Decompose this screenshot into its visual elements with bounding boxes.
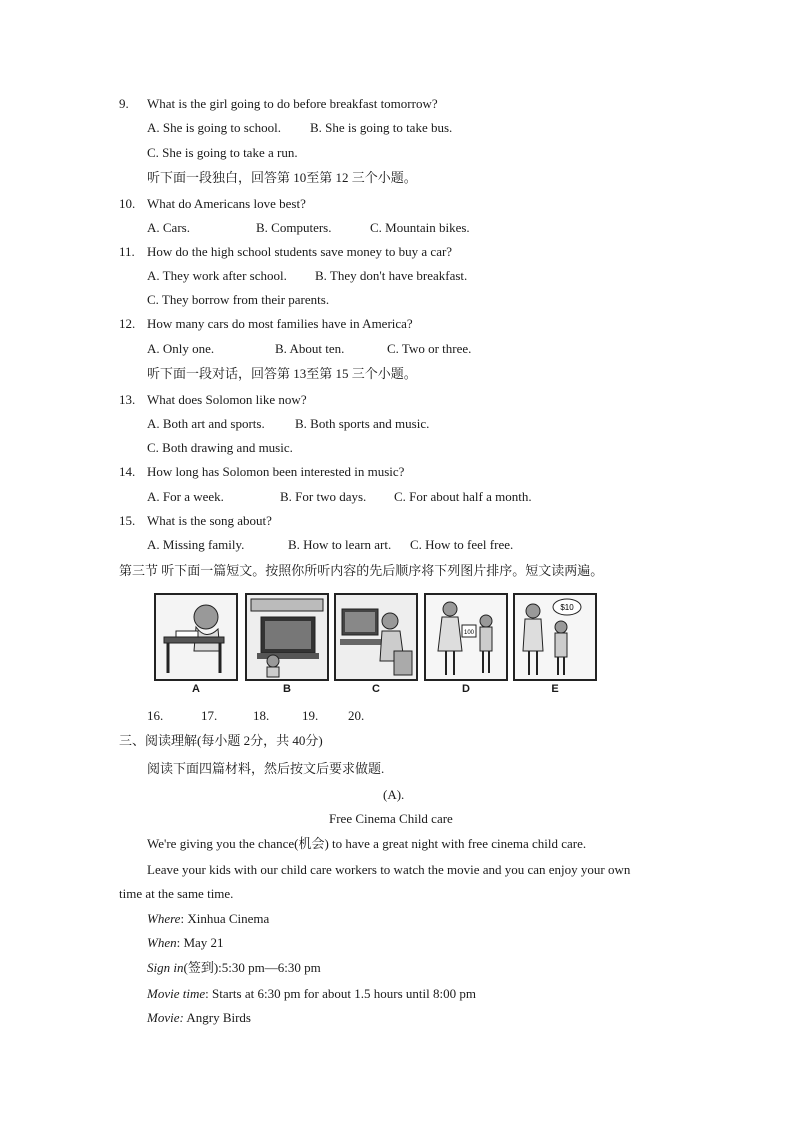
movie-time-label: Movie time — [147, 986, 206, 1001]
movie-value: Angry Birds — [183, 1010, 251, 1025]
section-heading: 第三节 听下面一篇短文。按照你所听内容的先后顺序将下列图片排序。短文读两遍。 — [119, 563, 604, 578]
option-a: A. Only one. — [147, 341, 215, 356]
question-stem: What do Americans love best? — [147, 196, 306, 211]
info-where — [147, 911, 269, 927]
price-text: $10 — [560, 603, 574, 612]
info-signin — [147, 960, 321, 976]
option-b: B. Computers. — [256, 220, 332, 235]
option-c: C. They borrow from their parents. — [147, 292, 330, 307]
question-number: 14. — [119, 464, 136, 479]
option-b: B. For two days. — [280, 489, 367, 504]
question-stem: What is the girl going to do before breakfast tomorrow? — [147, 96, 438, 111]
girl-at-desk-icon — [154, 593, 238, 681]
answer-blank[interactable]: 18. — [253, 708, 270, 723]
instruction-text: 听下面一段独白，回答第 10至第 12 三个小题。 — [147, 170, 417, 185]
passage-title: Free Cinema Child care — [329, 811, 453, 826]
option-a: A. Both art and sports. — [147, 416, 265, 431]
info-when — [147, 935, 224, 951]
where-value: : Xinhua Cinema — [180, 911, 270, 926]
info-movie-time — [147, 986, 476, 1002]
when-label: When — [147, 935, 177, 950]
question-stem: How do the high school students save money to buy a car? — [147, 244, 453, 259]
option-b: B. Both sports and music. — [295, 416, 430, 431]
answer-blank[interactable]: 20. — [348, 708, 365, 723]
option-c: C. Mountain bikes. — [370, 220, 470, 235]
instruction-text: 听下面一段对话，回答第 13至第 15 三个小题。 — [147, 366, 417, 381]
picture-label: E — [551, 683, 559, 695]
man-at-computer-icon — [334, 593, 418, 681]
option-b: B. How to learn art. — [288, 537, 392, 552]
question-stem: How long has Solomon been interested in music? — [147, 464, 405, 479]
instruction-text: 阅读下面四篇材料，然后按文后要求做题. — [147, 761, 385, 776]
sign-text: 100 — [463, 630, 475, 636]
option-c: C. Both drawing and music. — [147, 440, 293, 455]
question-stem: What does Solomon like now? — [147, 392, 307, 407]
answer-blank[interactable]: 17. — [201, 708, 218, 723]
part-heading: 三、阅读理解(每小题 2分，共 40分) — [119, 733, 323, 748]
question-number: 12. — [119, 316, 136, 331]
question-stem: How many cars do most families have in America? — [147, 316, 413, 331]
movie-time-value: : Starts at 6:30 pm for about 1.5 hours until 8:00 pm — [205, 986, 476, 1001]
option-a: A. They work after school. — [147, 268, 287, 283]
movie-label: Movie: — [147, 1010, 184, 1025]
picture-label: D — [462, 683, 470, 695]
option-b: B. She is going to take bus. — [310, 120, 453, 135]
option-c: C. Two or three. — [387, 341, 472, 356]
question-number: 13. — [119, 392, 136, 407]
question-number: 11. — [119, 244, 135, 259]
question-number: 10. — [119, 196, 136, 211]
option-a: A. She is going to school. — [147, 120, 281, 135]
answer-blank[interactable]: 16. — [147, 708, 164, 723]
question-number: 9. — [119, 96, 129, 111]
picture-label: C — [372, 683, 380, 695]
passage-paragraph: We're giving you the chance(机会) to have a great night with free cinema child care. — [147, 836, 587, 851]
question-stem: What is the song about? — [147, 513, 272, 528]
woman-and-man-ten-dollars-icon — [513, 593, 597, 681]
option-a: A. Missing family. — [147, 537, 245, 552]
when-value: : May 21 — [176, 935, 224, 950]
question-number: 15. — [119, 513, 136, 528]
picture-label: A — [192, 683, 200, 695]
boy-watching-tv-icon — [245, 593, 329, 681]
where-label: Where — [147, 911, 181, 926]
passage-paragraph: time at the same time. — [119, 886, 234, 901]
option-a: A. For a week. — [147, 489, 224, 504]
option-a: A. Cars. — [147, 220, 190, 235]
option-b: B. They don't have breakfast. — [315, 268, 468, 283]
option-b: B. About ten. — [275, 341, 345, 356]
option-c: C. For about half a month. — [394, 489, 532, 504]
answer-blank[interactable]: 19. — [302, 708, 319, 723]
signin-value: (签到):5:30 pm—6:30 pm — [183, 960, 321, 975]
option-c: C. How to feel free. — [410, 537, 514, 552]
woman-and-man-with-sign-icon — [424, 593, 508, 681]
option-c: C. She is going to take a run. — [147, 145, 298, 160]
passage-paragraph: Leave your kids with our child care workers to watch the movie and you can enjoy your own — [147, 862, 631, 877]
passage-label: (A). — [383, 787, 405, 802]
info-movie — [147, 1010, 251, 1026]
signin-label: Sign in — [147, 960, 184, 975]
picture-label: B — [283, 683, 291, 695]
